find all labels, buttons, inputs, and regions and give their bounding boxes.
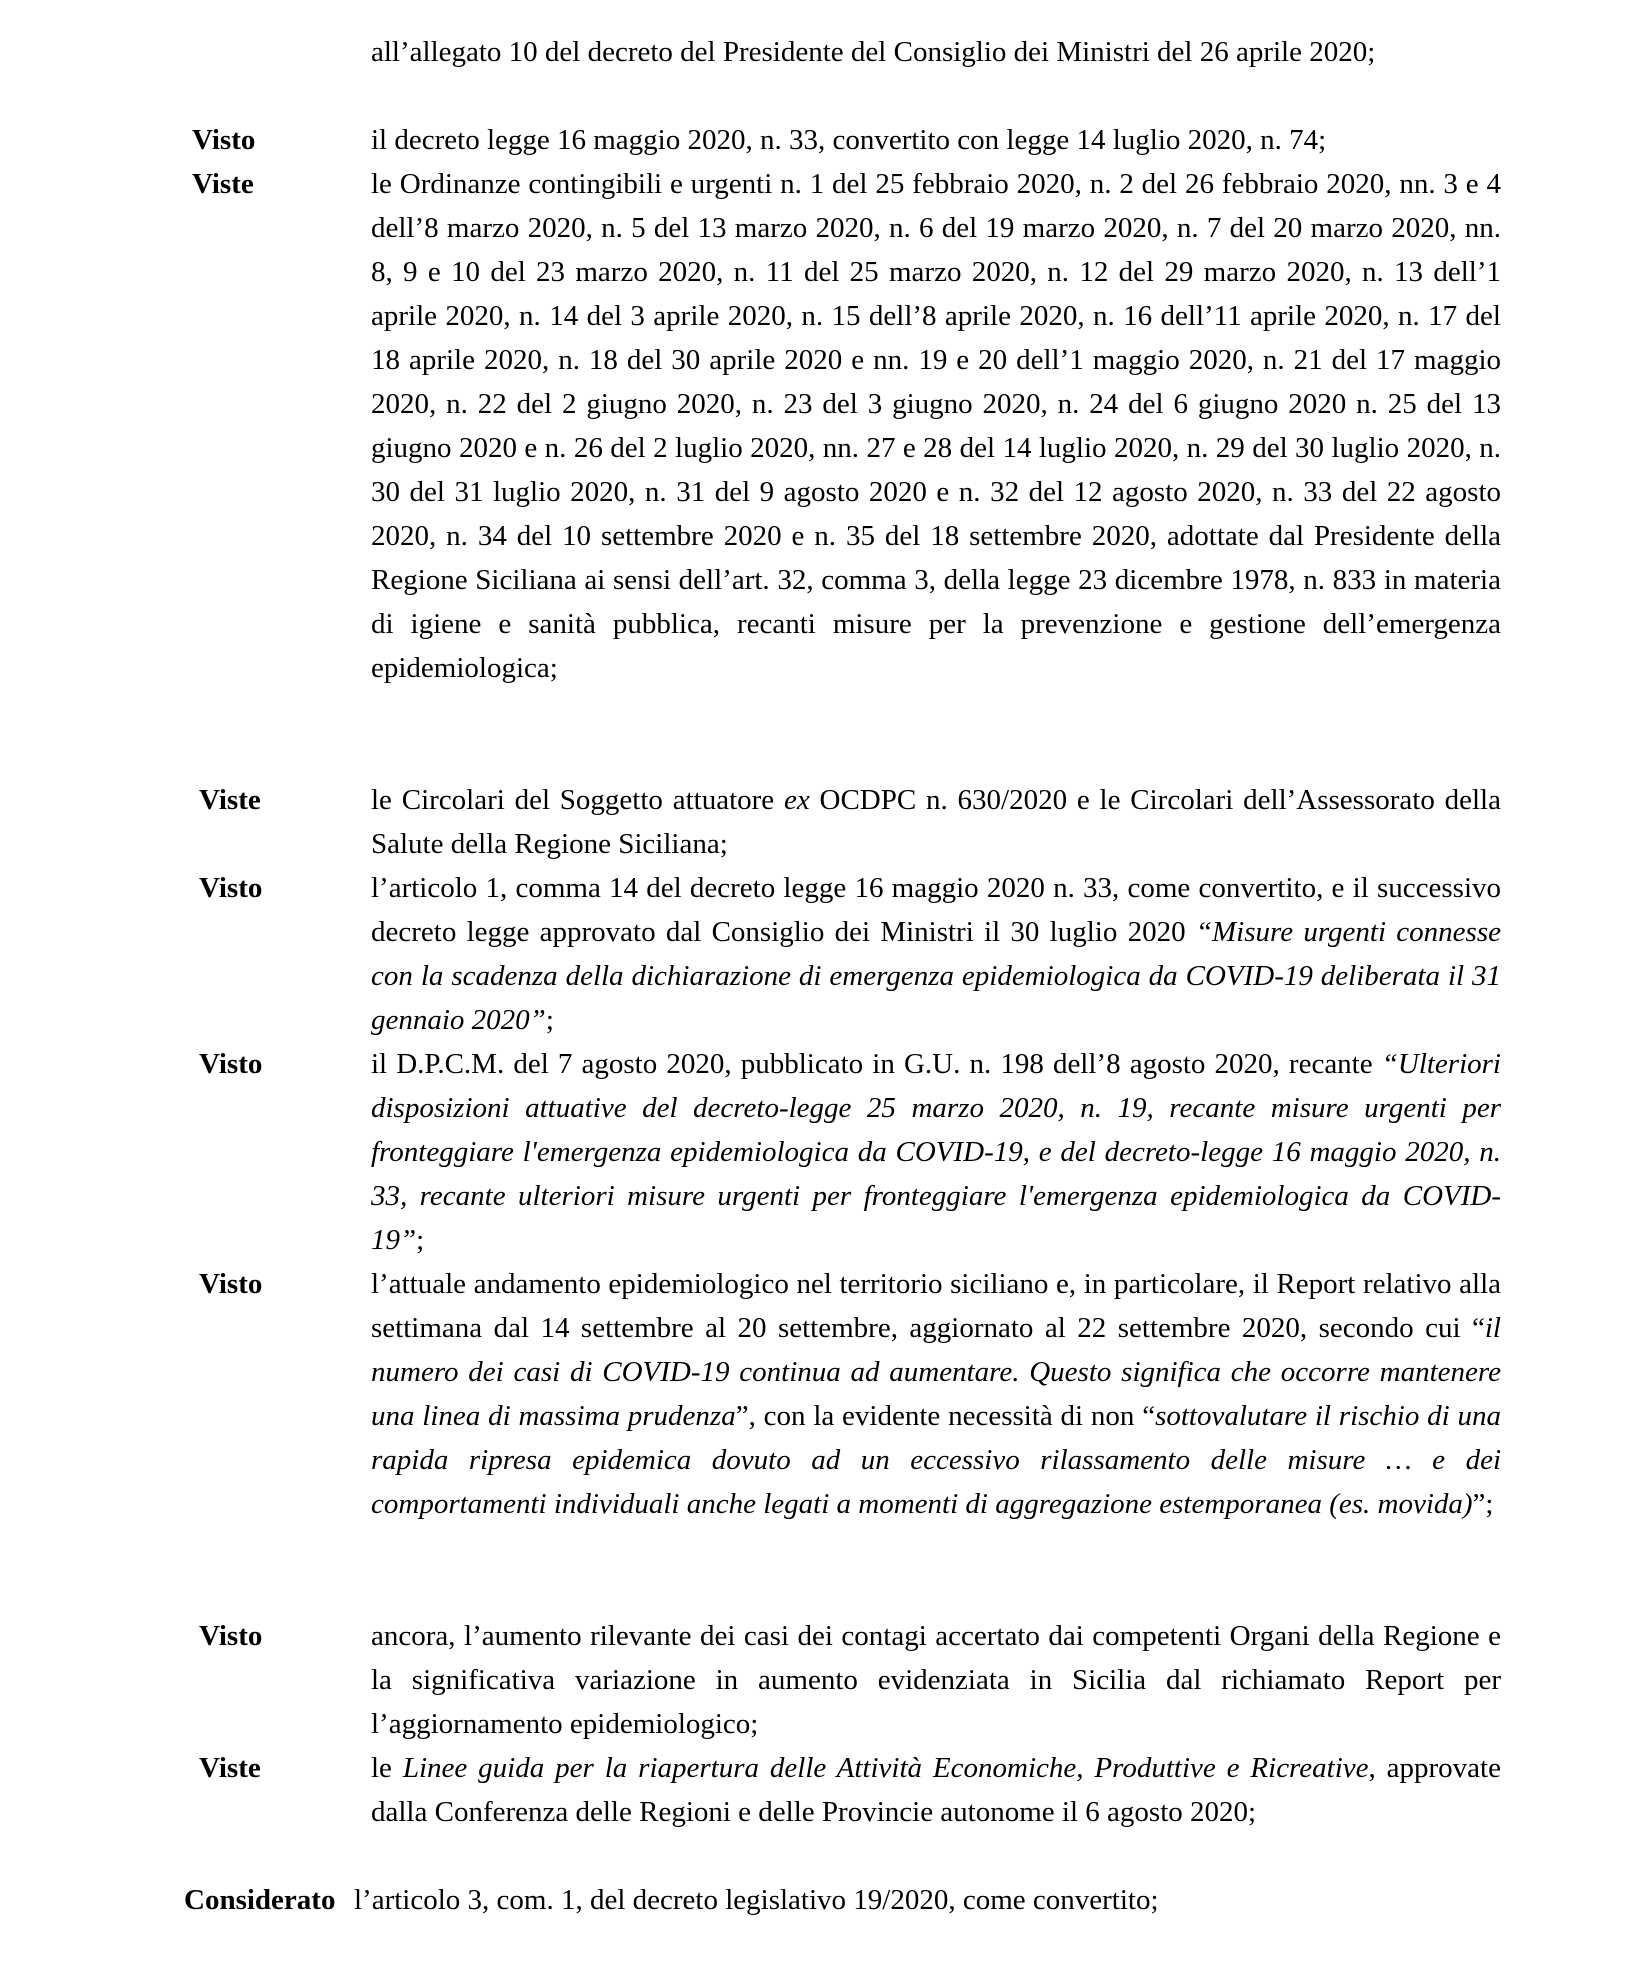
text-run: ; (416, 1224, 425, 1256)
recital-text: ancora, l’aumento rilevante dei casi dei contagi accertato dai competenti Organi della Regione e la significativa variazione in aumento evidenziata in Sicilia dal richiamato Report per l’aggiornamento epidemiologico; (371, 1620, 1501, 1740)
continuation-paragraph: all’allegato 10 del decreto del Presidente del Consiglio dei Ministri del 26 aprile 2020; (371, 36, 1376, 68)
italic-run: ex (783, 784, 810, 816)
recital-label: Visto (199, 1268, 263, 1300)
recital-label: Viste (192, 168, 254, 200)
text-run: OCDPC n. 630/2020 e le Circolari dell’Assessorato della Salute della Regione Siciliana; (371, 784, 1501, 860)
text-run: le (371, 1752, 403, 1784)
recital-text (371, 1262, 1501, 1526)
italic-run: “Misure urgenti connesse con la scadenza della dichiarazione di emergenza epidemiologica da COVID-19 deliberata il 31 gennaio 2020” (371, 916, 1501, 1036)
recital-text: le Ordinanze contingibili e urgenti n. 1 del 25 febbraio 2020, n. 2 del 26 febbraio 2020, nn. 3 e 4 dell’8 marzo 2020, n. 5 del 13 marzo 2020, n. 6 del 19 marzo 2020, n. 7 del 20 marzo 2020, nn. 8, 9 e 10 del 23 marzo 2020, n. 11 del 25 marzo 2020, n. 12 del 29 marzo 2020, n. 13 dell’1 aprile 2020, n. 14 del 3 aprile 2020, n. 15 dell’8 aprile 2020, n. 16 dell’11 aprile 2020, n. 17 del 18 aprile 2020, n. 18 del 30 aprile 2020 e nn. 19 e 20 dell’1 maggio 2020, n. 21 del 17 maggio 2020, n. 22 del 2 giugno 2020, n. 23 del 3 giugno 2020, n. 24 del 6 giugno 2020 n. 25 del 13 giugno 2020 e n. 26 del 2 luglio 2020, nn. 27 e 28 del 14 luglio 2020, n. 29 del 30 luglio 2020, n. 30 del 31 luglio 2020, n. 31 del 9 agosto 2020 e n. 32 del 12 agosto 2020, n. 33 del 22 agosto 2020, n. 34 del 10 settembre 2020 e n. 35 del 18 settembre 2020, adottate dal Presidente della Regione Siciliana ai sensi dell’art. 32, comma 3, della legge 23 dicembre 1978, n. 833 in materia di igiene e sanità pubblica, recanti misure per la prevenzione e gestione dell’emergenza epidemiologica; (371, 168, 1501, 684)
recital-text (371, 1746, 1501, 1834)
italic-run: Linee guida per la riapertura delle Attività Economiche, Produttive e Ricreative (402, 1752, 1369, 1784)
recital-label: Visto (199, 872, 263, 904)
text-run: l’attuale andamento epidemiologico nel territorio siciliano e, in particolare, il Report relativo alla settimana dal 14 settembre al 20 settembre, aggiornato al 22 settembre 2020, secondo cui “ (371, 1268, 1501, 1344)
text-run: , approvate dalla Conferenza delle Regioni e delle Provincie autonome il 6 agosto 2020; (371, 1752, 1501, 1828)
recital-label: Visto (199, 1048, 263, 1080)
recital-text (371, 866, 1501, 1042)
recital-label: Visto (199, 1620, 263, 1652)
recital-text: l’articolo 3, com. 1, del decreto legislativo 19/2020, come convertito; (354, 1884, 1159, 1916)
italic-run: “Ulteriori disposizioni attuative del decreto-legge 25 marzo 2020, n. 19, recante misure urgenti per fronteggiare l'emergenza epidemiologica da COVID-19, e del decreto-legge 16 maggio 2020, n. 33, recante ulteriori misure urgenti per fronteggiare l'emergenza epidemiologica da COVID-19” (371, 1048, 1501, 1256)
text-run: le Circolari del Soggetto attuatore (371, 784, 784, 816)
recital-text (371, 1042, 1501, 1262)
recital-label: Viste (199, 1752, 261, 1784)
italic-run: sottovalutare il rischio di una rapida ripresa epidemica dovuto ad un eccessivo rilassamento delle misure … e dei comportamenti individuali anche legati a momenti di aggregazione estemporanea (es. movida) (371, 1400, 1501, 1520)
recital-label: Viste (199, 784, 261, 816)
recital-label: Considerato (184, 1884, 336, 1916)
text-run: il D.P.C.M. del 7 agosto 2020, pubblicato in G.U. n. 198 dell’8 agosto 2020, recante (371, 1048, 1382, 1080)
text-run: ”, con la evidente necessità di non “ (735, 1400, 1156, 1432)
recital-label: Visto (192, 124, 256, 156)
text-run: l’articolo 1, comma 14 del decreto legge 16 maggio 2020 n. 33, come convertito, e il successivo decreto legge approvato dal Consiglio dei Ministri il 30 luglio 2020 (371, 872, 1501, 948)
recital-text (371, 778, 1501, 866)
italic-run: il numero dei casi di COVID-19 continua ad aumentare. Questo significa che occorre mantenere una linea di massima prudenza (371, 1312, 1501, 1432)
recital-text: il decreto legge 16 maggio 2020, n. 33, convertito con legge 14 luglio 2020, n. 74; (371, 124, 1327, 156)
text-run: ; (545, 1004, 554, 1036)
text-run: ”; (1472, 1488, 1494, 1520)
